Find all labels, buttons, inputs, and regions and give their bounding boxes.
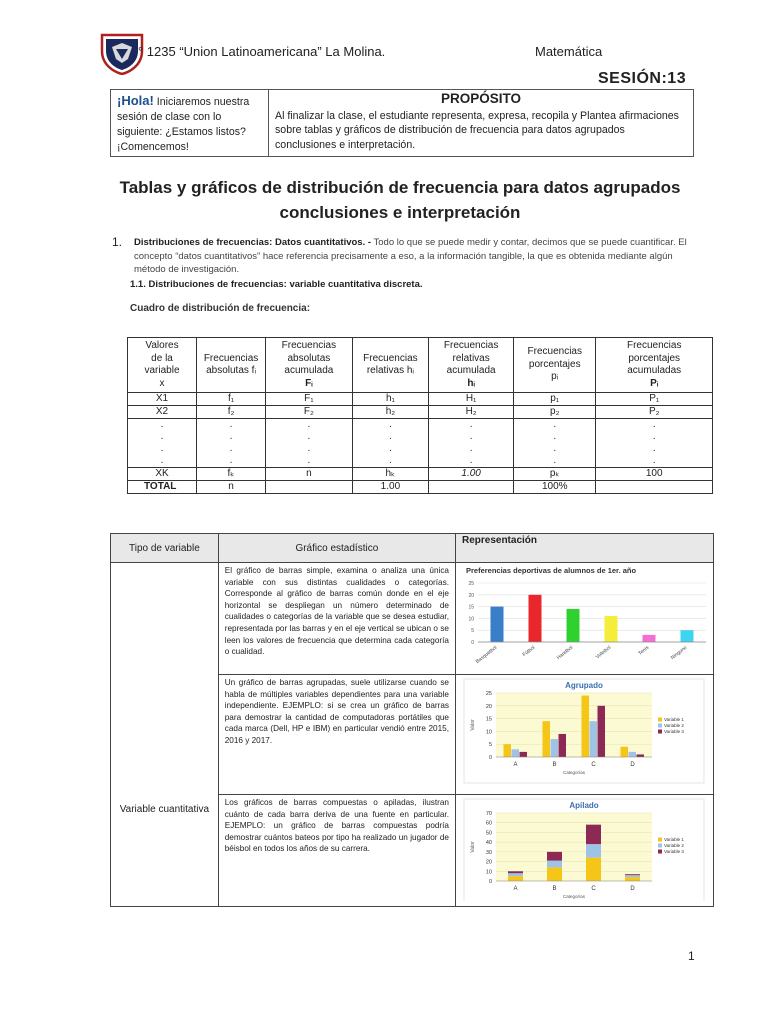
table-cell: . [429, 443, 514, 455]
legend-swatch [658, 730, 662, 734]
bar-segment [586, 825, 601, 844]
table-cell: TOTAL [128, 481, 197, 494]
y-tick-label: 0 [488, 755, 492, 761]
y-tick-label: 15 [468, 604, 474, 611]
x-tick-label: C [591, 886, 596, 892]
table-cell: . [128, 419, 197, 432]
table-cell: . [596, 431, 713, 443]
table-header-cell [596, 338, 713, 393]
header-line: x [159, 377, 165, 389]
section-number: 1. [112, 235, 123, 249]
table-row [128, 468, 713, 481]
y-axis-label: Valor [469, 719, 476, 731]
bar-segment [625, 874, 640, 875]
header-representation: Representación [455, 534, 713, 563]
section-1-heading: Distribuciones de frecuencias: Datos cuantitativos. - [134, 237, 372, 248]
header-line: Frecuencias [527, 346, 582, 358]
desc-simple-bar: El gráfico de barras simple, examina o analiza una única variable con sus distintas cualidades o categorías. Corresponde al gráfico de barras común donde en el eje horizontal se despliegan un número determinado de cualidades o categorías de la variable que se desea estudiar, representada por las barras y en el eje vertical se ubican o se leen los valores de frecuencia que determina cada categoría o cualidad. [218, 563, 455, 675]
table-cell: f₂ [197, 406, 266, 419]
y-tick-label: 50 [485, 830, 492, 837]
header-line: porcentajes [628, 352, 681, 364]
header-chart-type: Gráfico estadístico [218, 534, 455, 563]
x-tick-label: Tenis [637, 644, 651, 657]
header-line: absolutas fᵢ [206, 365, 257, 376]
table-caption: Cuadro de distribución de frecuencia: [130, 303, 311, 314]
table-cell [266, 481, 353, 494]
table-row [128, 455, 713, 468]
legend-swatch [658, 850, 662, 854]
bar-segment [625, 877, 640, 881]
table-cell: H₁ [429, 393, 514, 406]
bar [642, 635, 655, 642]
header-line: Frecuencias [203, 352, 259, 364]
table-cell: . [128, 431, 197, 443]
section-1-text: Todo lo que se puede medir y contar, decimos que se puede cuantificar. El concepto “datos cuantitativos” hace referencia precisamente a eso, a la información tangible, la que es obtenida mediante algún método de investigación. [134, 237, 687, 275]
table-cell [596, 481, 713, 494]
table-cell: . [514, 431, 596, 443]
x-tick-label: A [513, 886, 518, 892]
page-title [100, 175, 700, 225]
x-tick-label: Handbol [555, 644, 575, 662]
table-cell: f₁ [197, 393, 266, 406]
y-tick-label: 25 [468, 581, 474, 587]
x-tick-label: Fútbol [521, 644, 537, 659]
desc-stacked-bar: Los gráficos de barras compuestas o apiladas, ilustran cuánto de cada barra deriva de una fuente en particular. EJEMPLO: un gráfico de barras compuestas podría demostrar cuántos bateos por tipo ha realizado un jugador de béisbol en todos los años de su carrera. [218, 795, 455, 907]
bar [628, 752, 636, 757]
table-cell: p₂ [514, 406, 596, 419]
table-row [128, 406, 713, 419]
table-header-cell [352, 338, 429, 393]
y-tick-label: 20 [485, 859, 492, 866]
bar-segment [508, 876, 523, 881]
table-cell: 100 [596, 468, 713, 481]
x-axis-label: Categorías [562, 770, 585, 775]
bar [511, 749, 519, 757]
header-line: Frecuencias [443, 340, 499, 351]
table-cell: hₖ [352, 468, 429, 481]
bar [550, 739, 558, 757]
simple-bar-chart [456, 563, 712, 669]
table-cell: . [266, 431, 353, 443]
variable-type-label: Variable cuantitativa [119, 803, 210, 815]
table-header-cell [266, 338, 353, 393]
table-header-cell [128, 338, 197, 393]
table-cell: pₖ [514, 468, 596, 481]
bar [558, 734, 566, 757]
subject-name: Matemática [535, 44, 603, 59]
table-cell: . [596, 443, 713, 455]
bar-segment [586, 844, 601, 858]
table-cell: 100% [514, 481, 596, 494]
y-tick-label: 10 [468, 616, 474, 623]
table-cell: . [197, 431, 266, 443]
x-tick-label: B [552, 886, 557, 892]
table-cell: . [429, 419, 514, 432]
table-cell: . [352, 431, 429, 443]
bar [542, 721, 550, 757]
table-cell: . [352, 443, 429, 455]
y-tick-label: 10 [485, 729, 492, 736]
y-tick-label: 40 [485, 840, 492, 847]
table-cell [429, 481, 514, 494]
table-cell: . [266, 455, 353, 468]
chart-cell-grouped [455, 675, 713, 795]
page-title-line1: Tablas y gráficos de distribución de frecuencia para datos agrupados [119, 178, 681, 197]
purpose-text: Al finalizar la clase, el estudiante representa, expresa, recopila y Plantea afirmaciones sobre tablas y gráficos de distribución de frecuencia para datos agrupados conclusiones e interpretación. [275, 109, 679, 151]
header-line: Pᵢ [650, 377, 659, 389]
legend-label: Variable 2 [663, 843, 684, 848]
table-cell: . [266, 419, 353, 432]
x-tick-label: C [591, 762, 596, 768]
header-line: Valores [145, 340, 179, 351]
table-cell: n [197, 481, 266, 494]
bar-segment [508, 871, 523, 873]
table-cell: . [128, 443, 197, 455]
table-cell: 1.00 [429, 468, 514, 481]
header-variable-type: Tipo de variable [111, 534, 219, 563]
bar-segment [547, 861, 562, 868]
legend-swatch [658, 718, 662, 722]
header-line: porcentajes [528, 358, 581, 370]
header-line: pᵢ [551, 371, 559, 383]
bar-segment [586, 858, 601, 881]
y-tick-label: 10 [485, 869, 492, 876]
legend-label: Variable 3 [663, 729, 684, 734]
table-cell: P₁ [596, 393, 713, 406]
table-cell: h₁ [352, 393, 429, 406]
table-row [128, 393, 713, 406]
header-line: variable [144, 365, 180, 376]
table-cell: p₁ [514, 393, 596, 406]
table-cell: . [596, 419, 713, 432]
bar-segment [508, 873, 523, 876]
y-tick-label: 20 [485, 703, 492, 710]
plot-area [496, 813, 652, 881]
table-cell: h₂ [352, 406, 429, 419]
table-cell: . [514, 455, 596, 468]
stacked-bar-chart [456, 795, 712, 901]
section-1 [112, 236, 702, 277]
chart-cell-simple [455, 563, 713, 675]
x-tick-label: D [630, 886, 635, 892]
x-tick-label: B [552, 762, 557, 768]
chart-types-table [110, 533, 714, 907]
table-cell: . [596, 455, 713, 468]
table-header-row [128, 338, 713, 393]
purpose-cell [269, 90, 693, 156]
y-tick-label: 5 [488, 742, 492, 749]
x-tick-label: Voleibol [594, 644, 613, 661]
bar [680, 630, 693, 642]
table-cell: . [197, 443, 266, 455]
table-cell: . [266, 443, 353, 455]
bar [597, 706, 605, 757]
bar-segment [547, 852, 562, 861]
bar [636, 754, 644, 757]
table-cell: . [128, 455, 197, 468]
header-line: Fᵢ [305, 377, 313, 389]
table-row [128, 431, 713, 443]
variable-type-cell [111, 563, 219, 907]
header-line: Frecuencias [281, 340, 337, 351]
legend-label: Variable 3 [663, 849, 684, 854]
section-1-body [134, 236, 702, 277]
page-title-line2: conclusiones e interpretación [279, 203, 521, 222]
table-cell: X1 [128, 393, 197, 406]
bar-segment [625, 875, 640, 877]
y-tick-label: 25 [485, 691, 492, 697]
greeting-cell [111, 90, 269, 156]
y-tick-label: 5 [471, 628, 474, 635]
x-axis-label: Categorías [562, 894, 585, 899]
greeting-text: Iniciaremos nuestra sesión de clase con lo siguiente: ¿Estamos listos? ¡Comencemos! [117, 96, 250, 153]
table-cell: H₂ [429, 406, 514, 419]
y-tick-label: 0 [471, 640, 474, 646]
bar [620, 747, 628, 757]
table-cell: . [197, 419, 266, 432]
header-line: acumulada [446, 365, 496, 376]
chart-cell-stacked [455, 795, 713, 907]
header-line: acumuladas [627, 365, 682, 376]
bar [519, 752, 527, 757]
header-line: de la [151, 352, 173, 364]
legend-swatch [658, 844, 662, 848]
table-cell: n [266, 468, 353, 481]
table-cell: . [514, 419, 596, 432]
y-tick-label: 70 [485, 811, 492, 817]
chart-title: Agrupado [565, 681, 603, 690]
header-line: acumulada [284, 365, 334, 376]
table-cell: XK [128, 468, 197, 481]
table-header-cell [429, 338, 514, 393]
y-axis-label: Valor [469, 841, 476, 853]
bar [566, 609, 579, 642]
table-header-cell [514, 338, 596, 393]
bar [503, 744, 511, 757]
y-tick-label: 30 [485, 849, 492, 856]
legend-swatch [658, 838, 662, 842]
bar [589, 721, 597, 757]
legend-label: Variable 1 [663, 837, 684, 842]
table-row [128, 481, 713, 494]
legend-label: Variable 2 [663, 723, 684, 728]
header-line: absolutas [287, 352, 331, 364]
purpose-title: PROPÓSITO [440, 91, 522, 106]
x-tick-label: A [513, 762, 518, 768]
intro-box [110, 89, 694, 157]
table-row [128, 443, 713, 455]
table-cell: P₂ [596, 406, 713, 419]
greeting-title: ¡Hola! [117, 93, 154, 108]
desc-grouped-bar: Un gráfico de barras agrupadas, suele utilizarse cuando se habla de múltiples variables dependientes para una variable independiente. EJEMPLO: si se crea un gráfico de barras para demostrar la cantidad de computadoras portátiles que cada marca (Dell, HP e IBM) en particular vendió entre 2015, 2016 y 2017. [218, 675, 455, 795]
y-tick-label: 15 [485, 716, 492, 723]
x-tick-label: Basquetbol [474, 644, 499, 665]
bar [581, 696, 589, 757]
subsection-1-1: 1.1. Distribuciones de frecuencias: variable cuantitativa discreta. [130, 279, 423, 290]
header-line: Frecuencias [363, 352, 418, 364]
table-cell: F₁ [266, 393, 353, 406]
table-cell: . [429, 455, 514, 468]
header-line: relativas [452, 352, 490, 364]
school-name: ° 1235 “Union Latinoamericana” La Molina. [138, 44, 386, 59]
table-cell: F₂ [266, 406, 353, 419]
bar [490, 607, 503, 642]
x-tick-label: D [630, 762, 635, 768]
bar [528, 595, 541, 642]
bar-segment [547, 867, 562, 881]
legend-swatch [658, 724, 662, 728]
chart-title: Preferencias deportivas de alumnos de 1er. año [465, 566, 637, 575]
header-line: relativas hᵢ [366, 365, 414, 376]
header-line: hᵢ [467, 377, 475, 389]
table-cell: 1.00 [352, 481, 429, 494]
table-header-cell [197, 338, 266, 393]
table-row [128, 419, 713, 432]
frequency-table [127, 337, 713, 494]
table-cell: . [352, 455, 429, 468]
page-number: 1 [688, 949, 695, 963]
table-cell: . [197, 455, 266, 468]
plot-area [496, 693, 652, 757]
table-cell: . [352, 419, 429, 432]
grouped-bar-chart [456, 675, 712, 789]
x-tick-label: Ninguno [669, 644, 689, 662]
legend-label: Variable 1 [663, 717, 684, 722]
table-cell: . [429, 431, 514, 443]
chart-title: Apilado [569, 801, 599, 810]
table-cell: X2 [128, 406, 197, 419]
bar [604, 616, 617, 642]
session-label: SESIÓN:13 [598, 70, 687, 87]
y-tick-label: 0 [488, 879, 492, 885]
header-line: Frecuencias [626, 340, 682, 351]
y-tick-label: 20 [468, 592, 474, 599]
y-tick-label: 60 [485, 820, 492, 827]
table-cell: fₖ [197, 468, 266, 481]
table-cell: . [514, 443, 596, 455]
